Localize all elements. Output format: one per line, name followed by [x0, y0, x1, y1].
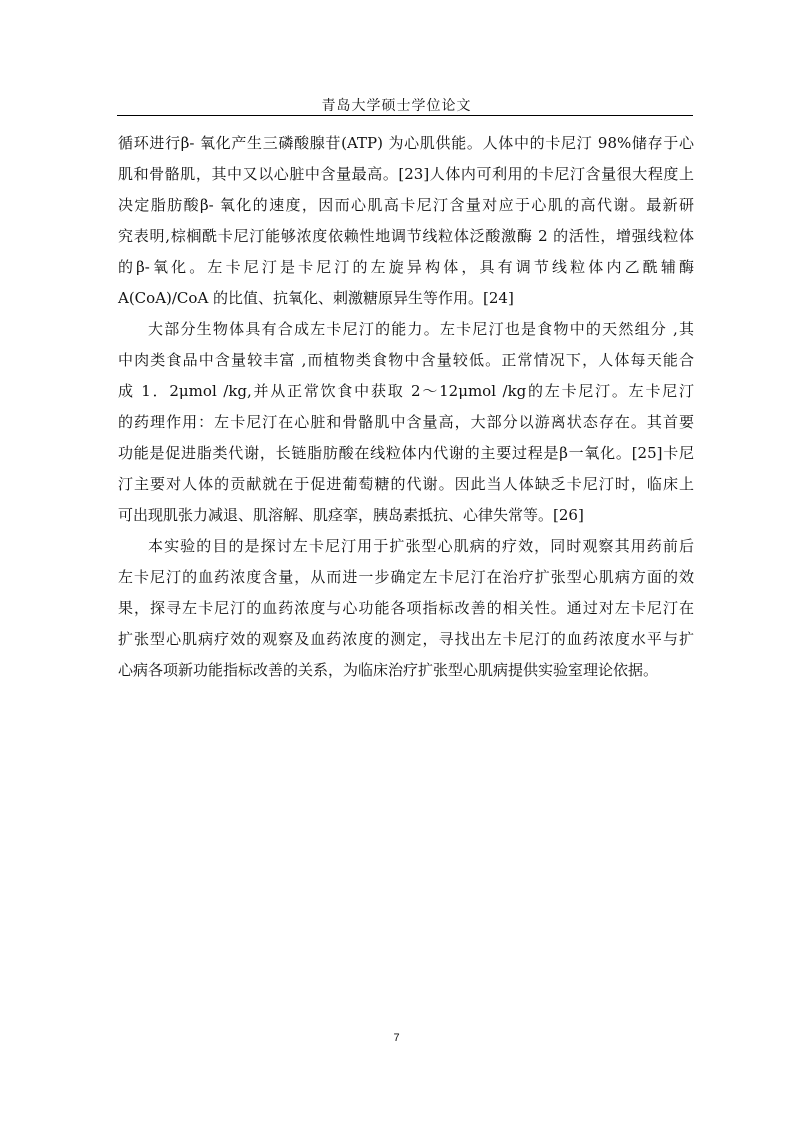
paragraph-line: 扩张型心肌病疗效的观察及血药浓度的测定，寻找出左卡尼汀的血药浓度水平与扩 [118, 630, 694, 648]
paragraph-line: 左卡尼汀的血药浓度含量，从而进一步确定左卡尼汀在治疗扩张型心肌病方面的效 [118, 568, 694, 586]
paragraph-line: 功能是促进脂类代谢，长链脂肪酸在线粒体内代谢的主要过程是β一氧化。[25]卡尼 [118, 444, 694, 462]
paragraph-line: 循环进行β- 氧化产生三磷酸腺苷(ATP) 为心肌供能。人体中的卡尼汀 98%储存于心 [118, 134, 694, 152]
paragraph-1 [118, 128, 694, 314]
paragraph-line: 果，探寻左卡尼汀的血药浓度与心功能各项指标改善的相关性。通过对左卡尼汀在 [118, 599, 694, 617]
paragraph-line: 肌和骨骼肌，其中又以心脏中含量最高。[23]人体内可利用的卡尼汀含量很大程度上 [118, 165, 694, 183]
page-number: 7 [393, 1032, 400, 1044]
paragraph-line: 大部分生物体具有合成左卡尼汀的能力。左卡尼汀也是食物中的天然组分 ,其 [148, 320, 694, 338]
paragraph-line: 决定脂肪酸β- 氧化的速度，因而心肌高卡尼汀含量对应于心肌的高代谢。最新研 [118, 196, 694, 214]
paragraph-line: 心病各项新功能指标改善的关系，为临床治疗扩张型心肌病提供实验室理论依据。 [118, 661, 659, 679]
paragraph-line: A(CoA)/CoA 的比值、抗氧化、刺激糖原异生等作用。[24] [118, 289, 514, 307]
paragraph-3 [118, 531, 694, 686]
paragraph-line: 成 1．2μmol /kg,并从正常饮食中获取 2～12μmol /kg的左卡尼汀。左卡尼汀 [118, 382, 694, 400]
running-header-title: 青岛大学硕士学位论文 [321, 98, 472, 114]
paragraph-line: 本实验的目的是探讨左卡尼汀用于扩张型心肌病的疗效，同时观察其用药前后 [148, 537, 694, 555]
paragraph-line: 的药理作用：左卡尼汀在心脏和骨骼肌中含量高，大部分以游离状态存在。其首要 [118, 413, 694, 431]
paragraph-line: 究表明,棕榈酰卡尼汀能够浓度依赖性地调节线粒体泛酸激酶 2 的活性，增强线粒体 [118, 227, 694, 245]
body-text [118, 128, 694, 686]
paragraph-2 [118, 314, 694, 531]
paragraph-line: 的β-氧化。左卡尼汀是卡尼汀的左旋异构体，具有调节线粒体内乙酰辅酶 [118, 258, 694, 276]
header-rule [117, 115, 693, 116]
paragraph-line: 中肉类食品中含量较丰富 ,而植物类食物中含量较低。正常情况下，人体每天能合 [118, 351, 694, 369]
paragraph-line: 汀主要对人体的贡献就在于促进葡萄糖的代谢。因此当人体缺乏卡尼汀时，临床上 [118, 475, 694, 493]
paragraph-line: 可出现肌张力减退、肌溶解、肌痉挛，胰岛素抵抗、心律失常等。[26] [118, 506, 584, 524]
